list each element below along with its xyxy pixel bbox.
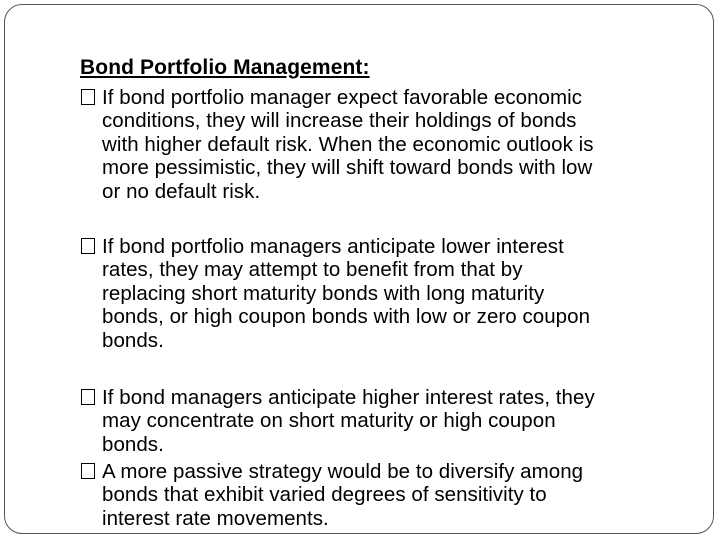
checkbox-bullet-icon [81,389,95,405]
checkbox-bullet-icon [81,89,95,105]
bullet-item [81,460,681,530]
bullet-text: If bond managers anticipate higher interest rates, they may concentrate on short maturity or high coupon bonds. [102,386,595,456]
bullet-text: If bond portfolio managers anticipate lower interest rates, they may attempt to benefit from that by replacing short maturity bonds with long maturity bonds, or high coupon bonds with low or zero coupon bonds. [102,235,591,352]
bullet-item [81,386,681,456]
bullet-item [81,86,681,203]
bullet-text: If bond portfolio manager expect favorable economic conditions, they will increase their holdings of bonds with higher default risk. When the economic outlook is more pessimistic, they will shift toward bonds with low or no default risk. [102,86,594,203]
checkbox-bullet-icon [81,463,95,479]
slide-heading: Bond Portfolio Management: [80,56,370,79]
bullet-item [81,235,681,352]
bullet-text: A more passive strategy would be to diversify among bonds that exhibit varied degrees of sensitivity to interest rate movements. [102,460,584,530]
checkbox-bullet-icon [81,238,95,254]
